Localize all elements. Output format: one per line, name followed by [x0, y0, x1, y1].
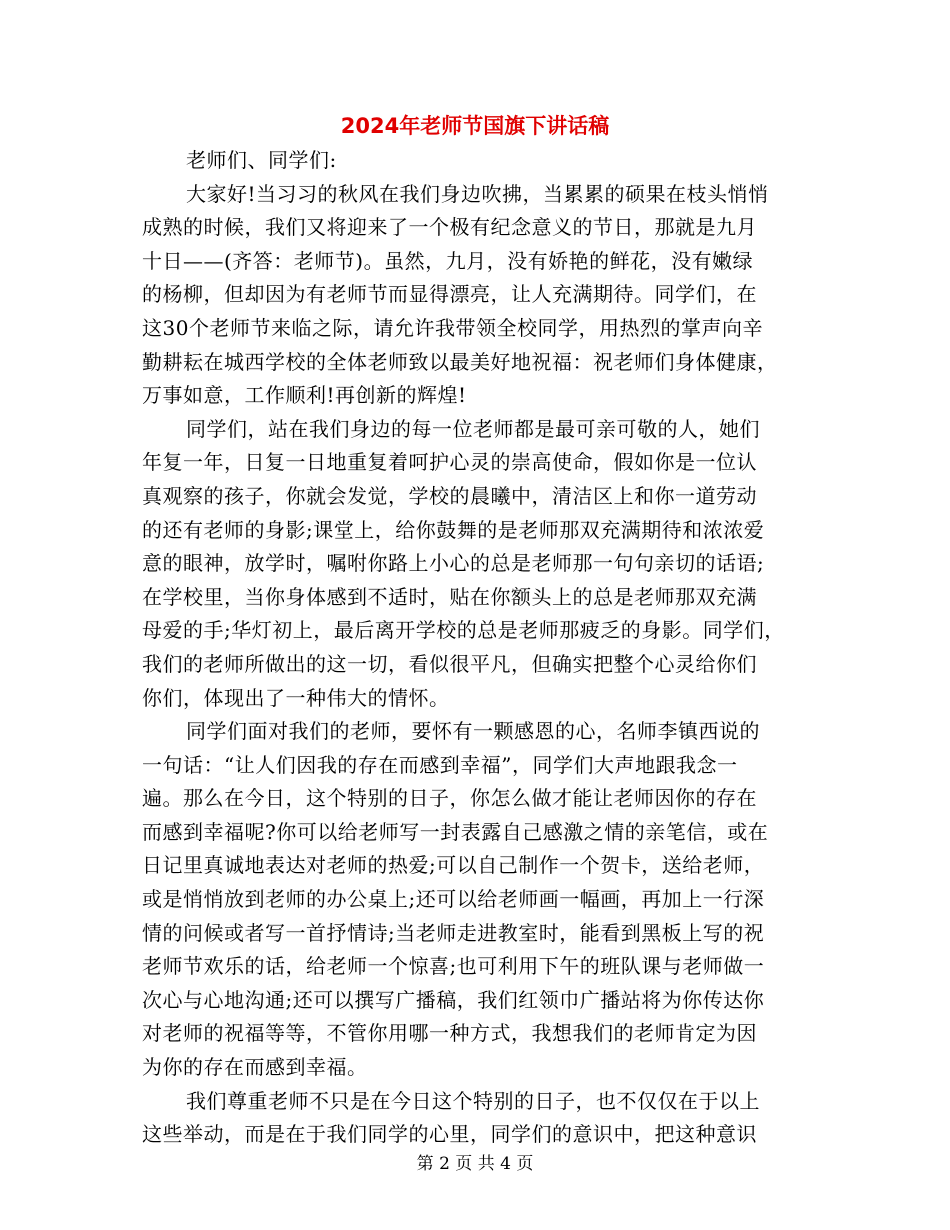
page-footer: 第 2 页 共 4 页	[416, 1154, 534, 1174]
text-line: 日记里真诚地表达对老师的热爱;可以自己制作一个贺卡，送给老师，	[142, 853, 765, 878]
text-line: 真观察的孩子，你就会发觉，学校的晨曦中，清洁区上和你一道劳动	[142, 483, 757, 508]
text-line: 一句话：“让人们因我的存在而感到幸福”，同学们大声地跟我念一	[142, 752, 738, 777]
text-line: 年复一年，日复一日地重复着呵护心灵的崇高使命，假如你是一位认	[142, 450, 757, 475]
text-line: 同学们，站在我们身边的每一位老师都是最可亲可敬的人，她们	[186, 416, 760, 441]
text-line: 你们，体现出了一种伟大的情怀。	[142, 685, 450, 710]
text-line: 而感到幸福呢?你可以给老师写一封表露自己感激之情的亲笔信，或在	[142, 819, 769, 844]
text-line: 遍。那么在今日，这个特别的日子，你怎么做才能让老师因你的存在	[142, 786, 757, 811]
text-line: 的还有老师的身影;课堂上，给你鼓舞的是老师那双充满期待和浓浓爱	[142, 517, 765, 542]
text-line: 万事如意，工作顺利!再创新的辉煌!	[142, 383, 467, 408]
text-line: 次心与心地沟通;还可以撰写广播稿，我们红领巾广播站将为你传达你	[142, 987, 765, 1012]
text-line: 老师节欢乐的话，给老师一个惊喜;也可利用下午的班队课与老师做一	[142, 954, 765, 979]
text-line: 的杨柳，但却因为有老师节而显得漂亮，让人充满期待。同学们，在	[142, 282, 757, 307]
text-line: 我们尊重老师不只是在今日这个特别的日子，也不仅仅在于以上	[186, 1088, 760, 1113]
text-line: 老师们、同学们:	[186, 148, 337, 172]
text-line: 这些举动，而是在于我们同学的心里，同学们的意识中，把这种意识	[142, 1122, 757, 1147]
text-line: 十日——(齐答：老师节)。虽然，九月，没有娇艳的鲜花，没有嫩绿	[142, 248, 754, 273]
text-line: 对老师的祝福等等，不管你用哪一种方式，我想我们的老师肯定为因	[142, 1021, 757, 1046]
text-line: 成熟的时候，我们又将迎来了一个极有纪念意义的节日，那就是九月	[142, 215, 757, 240]
text-line: 同学们面对我们的老师，要怀有一颗感恩的心，名师李镇西说的	[186, 719, 760, 744]
text-line: 在学校里，当你身体感到不适时，贴在你额头上的总是老师那双充满	[142, 584, 757, 609]
text-line: 勤耕耘在城西学校的全体老师致以最美好地祝福：祝老师们身体健康，	[142, 349, 778, 374]
text-line: 或是悄悄放到老师的办公桌上;还可以给老师画一幅画，再加上一行深	[142, 887, 765, 912]
text-line: 大家好!当习习的秋风在我们身边吹拂，当累累的硕果在枝头悄悄	[186, 181, 769, 206]
document-body	[142, 144, 822, 1152]
text-line: 意的眼神，放学时，嘱咐你路上小心的总是老师那一句句亲切的话语;	[142, 551, 765, 576]
text-line: 情的问候或者写一首抒情诗;当老师走进教室时，能看到黑板上写的祝	[142, 920, 765, 945]
text-line: 母爱的手;华灯初上，最后离开学校的总是老师那疲乏的身影。同学们，	[142, 618, 785, 643]
text-line: 这30个老师节来临之际，请允许我带领全校同学，用热烈的掌声向辛	[142, 315, 763, 340]
document-title: 2024年老师节国旗下讲话稿	[340, 114, 610, 138]
text-line: 为你的存在而感到幸福。	[142, 1055, 368, 1080]
text-line: 我们的老师所做出的这一切，看似很平凡，但确实把整个心灵给你们	[142, 651, 757, 676]
